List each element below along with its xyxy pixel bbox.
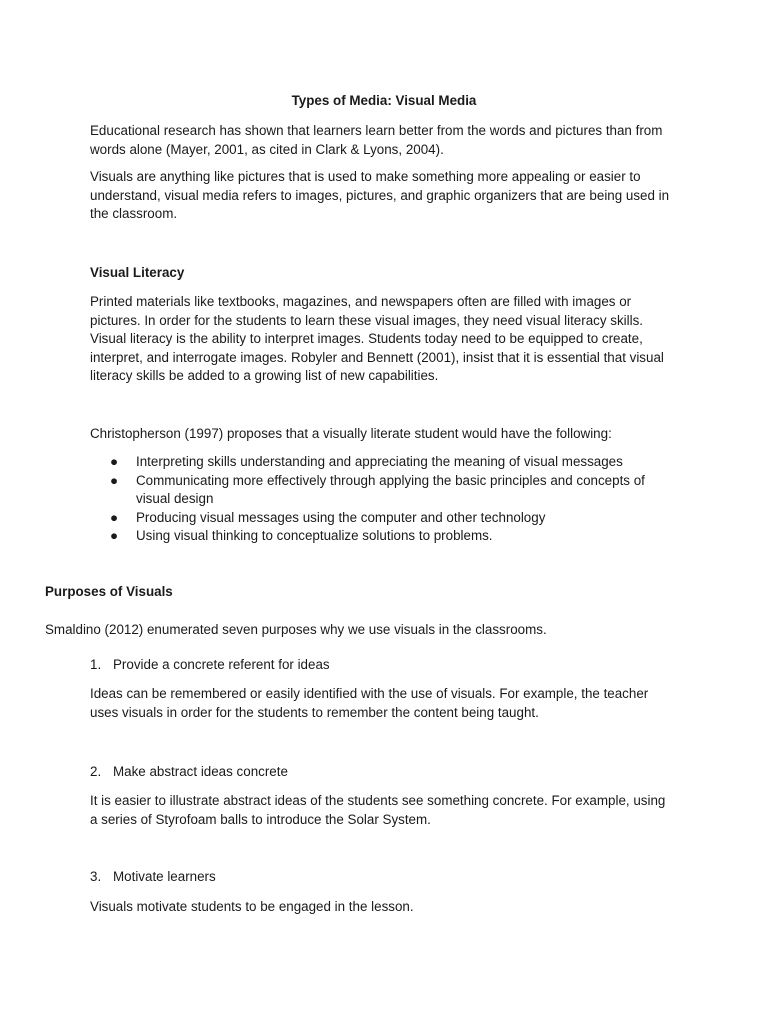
purpose-item-3-description: Visuals motivate students to be engaged in the lesson. bbox=[90, 899, 414, 914]
visual-literacy-paragraph bbox=[90, 293, 675, 386]
purpose-item-number: 3. bbox=[90, 869, 102, 884]
visual-literacy-heading: Visual Literacy bbox=[90, 265, 185, 280]
purpose-item-title-text: Provide a concrete referent for ideas bbox=[113, 657, 330, 672]
christopherson-paragraph: Christopherson (1997) proposes that a visually literate student would have the following: bbox=[90, 426, 612, 441]
bullet-icon: ● bbox=[110, 454, 119, 469]
bullet-item bbox=[90, 453, 680, 472]
bullet-icon: ● bbox=[110, 509, 119, 525]
intro-paragraph-1-text: Educational research has shown that learners learn better from the words and pictures than from words alone (Mayer, 2001, as cited in Clark & Lyons, 2004). bbox=[90, 123, 663, 157]
bullet-item bbox=[90, 527, 680, 546]
purposes-heading: Purposes of Visuals bbox=[45, 584, 173, 599]
intro-paragraph-1 bbox=[90, 122, 690, 159]
bullet-icon: ● bbox=[110, 472, 119, 488]
bullet-item-text: Producing visual messages using the computer and other technology bbox=[136, 509, 546, 525]
purpose-item-2-description: It is easier to illustrate abstract ideas of the students see something concrete. For example, using a series of Styrofoam balls to introduce the Solar System. bbox=[90, 793, 666, 827]
document-title: Types of Media: Visual Media bbox=[291, 93, 477, 108]
purpose-item-1-title bbox=[90, 656, 690, 675]
purpose-item-3-title bbox=[90, 868, 690, 887]
bullet-item-text: Interpreting skills understanding and appreciating the meaning of visual messages bbox=[136, 454, 623, 469]
intro-paragraph-2-text: Visuals are anything like pictures that is used to make something more appealing or easier to understand, visual media refers to images, pictures, and graphic organizers that are being used in the classroom. bbox=[90, 169, 670, 222]
purpose-item-number: 1. bbox=[90, 657, 102, 672]
visual-literacy-bullet-list bbox=[90, 453, 680, 546]
bullet-item bbox=[90, 472, 680, 509]
bullet-item-text: Communicating more effectively through applying the basic principles and concepts of visual design bbox=[136, 472, 645, 507]
intro-paragraph-2 bbox=[90, 168, 680, 224]
bullet-icon: ● bbox=[110, 528, 119, 544]
purpose-item-2-title bbox=[90, 763, 690, 782]
purpose-item-title-text: Make abstract ideas concrete bbox=[113, 764, 288, 779]
visual-literacy-paragraph-text: Printed materials like textbooks, magazines, and newspapers often are filled with images or pictures. In order for the students to learn these visual images, they need visual literacy skills. Visual literacy is the ability to interpret images. Students today need to be equipped to create, interpret, and interrogate images. Robyler and Bennett (2001), insist that it is essential that visual literacy skills be added to a growing list of new capabilities. bbox=[90, 294, 664, 384]
purpose-item-title-text: Motivate learners bbox=[113, 869, 216, 884]
purpose-item-1-description: Ideas can be remembered or easily identified with the use of visuals. For example, the teacher uses visuals in order for the students to remember the content being taught. bbox=[90, 686, 649, 720]
bullet-item bbox=[90, 509, 680, 528]
purposes-intro: Smaldino (2012) enumerated seven purposes why we use visuals in the classrooms. bbox=[45, 622, 547, 637]
bullet-item-text: Using visual thinking to conceptualize solutions to problems. bbox=[136, 528, 493, 544]
purpose-item-number: 2. bbox=[90, 764, 102, 779]
